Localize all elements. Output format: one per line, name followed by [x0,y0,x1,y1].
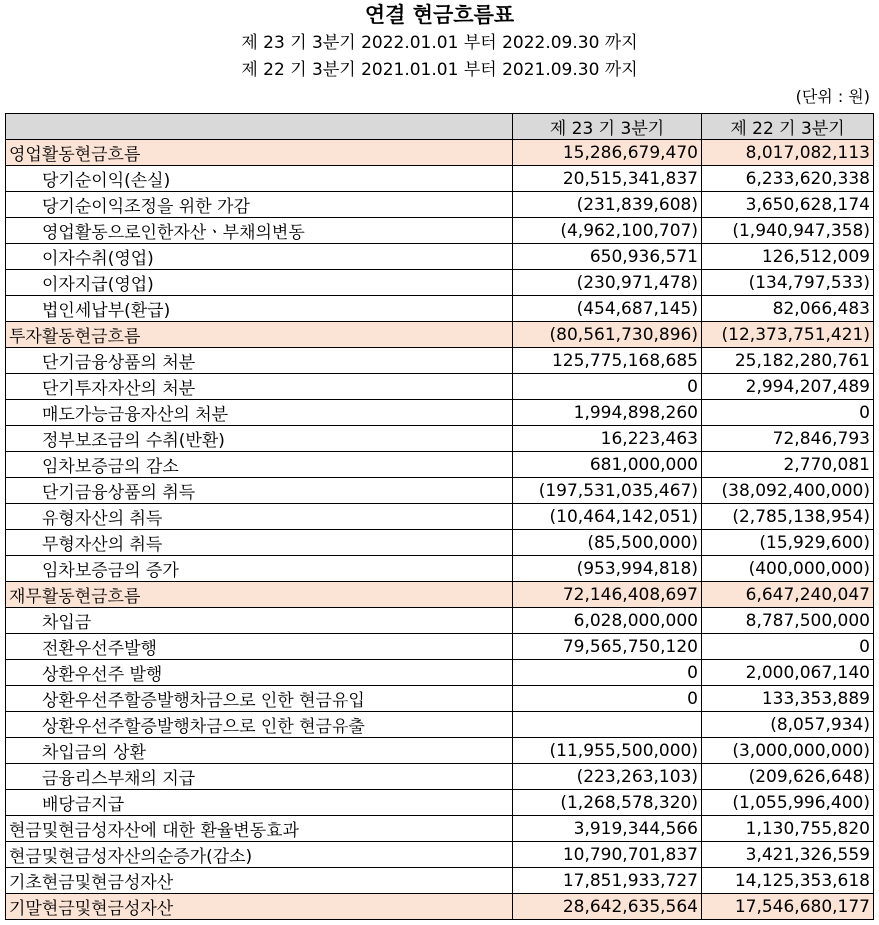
prior-period-value: (1,940,947,358) [702,218,874,244]
row-label: 기초현금및현금성자산 [6,868,513,894]
current-period-value: (1,268,578,320) [513,790,702,816]
current-period-value: (223,263,103) [513,764,702,790]
prior-period-value: (134,797,533) [702,270,874,296]
current-period-value: 0 [513,660,702,686]
prior-period-value: 17,546,680,177 [702,894,874,920]
current-period-value: 6,028,000,000 [513,608,702,634]
prior-period-value: 8,017,082,113 [702,140,874,166]
row-label: 당기순이익조정을 위한 가감 [6,192,513,218]
table-row [6,348,874,374]
current-period-value: 1,994,898,260 [513,400,702,426]
unit-label: (단위 : 원) [795,87,870,106]
current-period-value: 17,851,933,727 [513,868,702,894]
row-label: 매도가능금융자산의 처분 [6,400,513,426]
row-label: 정부보조금의 수취(반환) [6,426,513,452]
prior-period-value: (12,373,751,421) [702,322,874,348]
table-row [6,296,874,322]
current-period-value: 72,146,408,697 [513,582,702,608]
row-label: 이자지급(영업) [6,270,513,296]
prior-period-value: 3,421,326,559 [702,842,874,868]
prior-period-value: (400,000,000) [702,556,874,582]
table-row [6,738,874,764]
prior-period-value: 1,130,755,820 [702,816,874,842]
header-prior-period: 제 22 기 3분기 [702,114,874,140]
table-row [6,400,874,426]
table-row [6,634,874,660]
prior-period-value: 3,650,628,174 [702,192,874,218]
current-period-value: 10,790,701,837 [513,842,702,868]
header-label [6,114,513,140]
table-row [6,582,874,608]
row-label: 상환우선주할증발행차금으로 인한 현금유입 [6,686,513,712]
prior-period-value: 14,125,353,618 [702,868,874,894]
prior-period-value: (8,057,934) [702,712,874,738]
prior-period-value: (1,055,996,400) [702,790,874,816]
table-row [6,452,874,478]
current-period-value: 0 [513,374,702,400]
prior-period-value: (209,626,648) [702,764,874,790]
current-period-value: 3,919,344,566 [513,816,702,842]
prior-period-value: 2,000,067,140 [702,660,874,686]
table-row [6,166,874,192]
current-period-value: 79,565,750,120 [513,634,702,660]
current-period-value: (953,994,818) [513,556,702,582]
table-header-row [6,114,874,140]
row-label: 무형자산의 취득 [6,530,513,556]
table-row [6,504,874,530]
row-label: 전환우선주발행 [6,634,513,660]
table-row [6,764,874,790]
row-label: 영업활동으로인한자산ㆍ부채의변동 [6,218,513,244]
prior-period-value: 82,066,483 [702,296,874,322]
table-row [6,478,874,504]
table-row [6,374,874,400]
table-row [6,894,874,920]
prior-period-value: (3,000,000,000) [702,738,874,764]
prior-period-value: 133,353,889 [702,686,874,712]
prior-period-value: 0 [702,634,874,660]
table-row [6,816,874,842]
prior-period-value: (38,092,400,000) [702,478,874,504]
table-row [6,244,874,270]
table-row [6,218,874,244]
current-period-value: (197,531,035,467) [513,478,702,504]
current-period-value: (231,839,608) [513,192,702,218]
table-row [6,140,874,166]
table-row [6,842,874,868]
period-prior: 제 22 기 3분기 2021.01.01 부터 2021.09.30 까지 [241,60,638,80]
row-label: 현금및현금성자산에 대한 환율변동효과 [6,816,513,842]
table-row [6,322,874,348]
prior-period-value: 0 [702,400,874,426]
prior-period-value: 6,647,240,047 [702,582,874,608]
current-period-value [513,712,702,738]
row-label: 현금및현금성자산의순증가(감소) [6,842,513,868]
row-label: 단기금융상품의 처분 [6,348,513,374]
current-period-value: 16,223,463 [513,426,702,452]
row-label: 유형자산의 취득 [6,504,513,530]
cash-flow-table [5,113,874,920]
row-label: 당기순이익(손실) [6,166,513,192]
row-label: 상환우선주 발행 [6,660,513,686]
current-period-value: 681,000,000 [513,452,702,478]
table-row [6,556,874,582]
current-period-value: (80,561,730,896) [513,322,702,348]
table-row [6,192,874,218]
prior-period-value: (2,785,138,954) [702,504,874,530]
current-period-value: 28,642,635,564 [513,894,702,920]
row-label: 단기투자자산의 처분 [6,374,513,400]
row-label: 재무활동현금흐름 [6,582,513,608]
current-period-value: 125,775,168,685 [513,348,702,374]
current-period-value: 15,286,679,470 [513,140,702,166]
table-row [6,426,874,452]
table-row [6,712,874,738]
table-row [6,270,874,296]
header-current-period: 제 23 기 3분기 [513,114,702,140]
current-period-value: (4,962,100,707) [513,218,702,244]
table-row [6,608,874,634]
table-row [6,530,874,556]
prior-period-value: 2,770,081 [702,452,874,478]
row-label: 영업활동현금흐름 [6,140,513,166]
row-label: 법인세납부(환급) [6,296,513,322]
row-label: 차입금 [6,608,513,634]
prior-period-value: 126,512,009 [702,244,874,270]
prior-period-value: 72,846,793 [702,426,874,452]
current-period-value: 20,515,341,837 [513,166,702,192]
row-label: 투자활동현금흐름 [6,322,513,348]
current-period-value: (10,464,142,051) [513,504,702,530]
current-period-value: 0 [513,686,702,712]
current-period-value: 650,936,571 [513,244,702,270]
table-row [6,686,874,712]
table-row [6,790,874,816]
statement-title: 연결 현금흐름표 [364,2,515,27]
prior-period-value: 8,787,500,000 [702,608,874,634]
row-label: 배당금지급 [6,790,513,816]
row-label: 기말현금및현금성자산 [6,894,513,920]
prior-period-value: 2,994,207,489 [702,374,874,400]
current-period-value: (230,971,478) [513,270,702,296]
current-period-value: (454,687,145) [513,296,702,322]
row-label: 금융리스부채의 지급 [6,764,513,790]
period-current: 제 23 기 3분기 2022.01.01 부터 2022.09.30 까지 [241,33,638,53]
row-label: 단기금융상품의 취득 [6,478,513,504]
prior-period-value: (15,929,600) [702,530,874,556]
table-body [6,140,874,920]
table-row [6,868,874,894]
prior-period-value: 25,182,280,761 [702,348,874,374]
current-period-value: (11,955,500,000) [513,738,702,764]
row-label: 이자수취(영업) [6,244,513,270]
table-row [6,660,874,686]
row-label: 임차보증금의 감소 [6,452,513,478]
row-label: 임차보증금의 증가 [6,556,513,582]
prior-period-value: 6,233,620,338 [702,166,874,192]
current-period-value: (85,500,000) [513,530,702,556]
row-label: 차입금의 상환 [6,738,513,764]
row-label: 상환우선주할증발행차금으로 인한 현금유출 [6,712,513,738]
